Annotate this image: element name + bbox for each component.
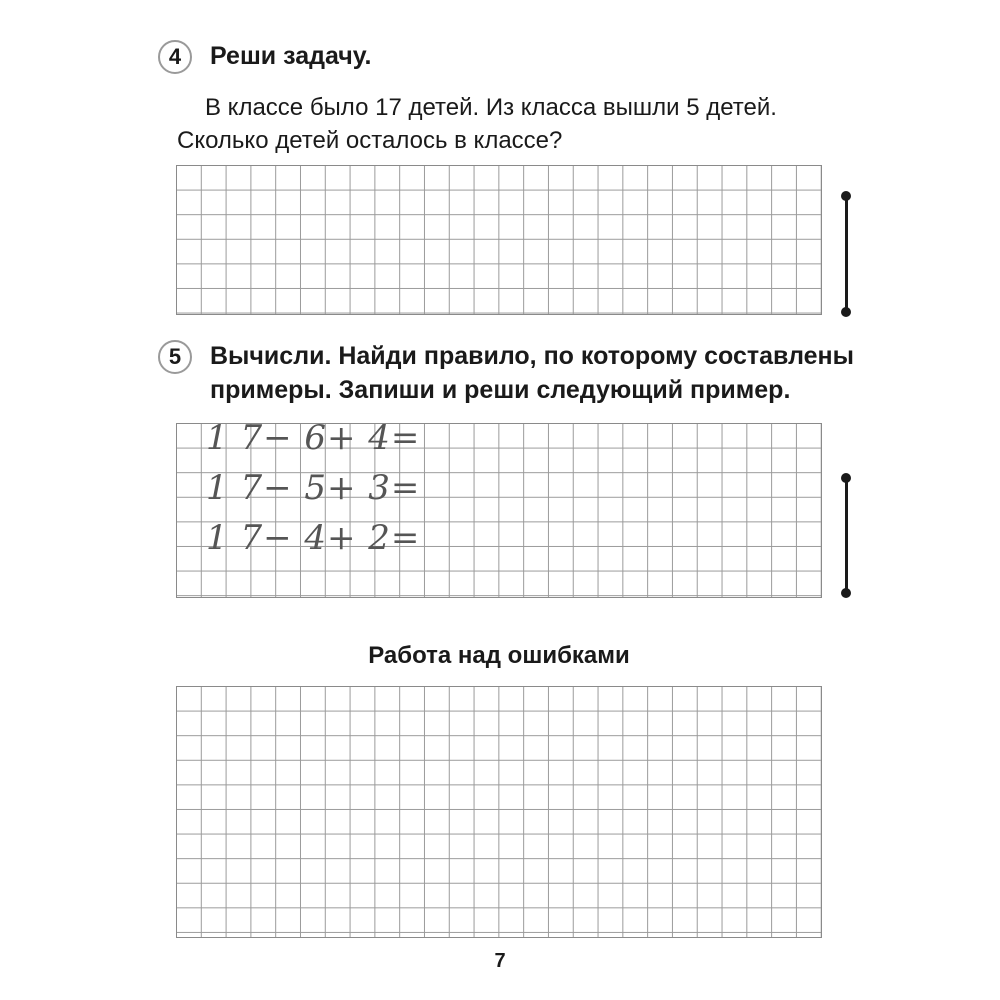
task-4-problem-line-1: В классе было 17 детей. Из класса вышли 5 детей. (205, 94, 777, 121)
task-5-title-line-1: Вычисли. Найди правило, по которому составлены (210, 342, 854, 370)
bracket-dot-bottom (841, 307, 851, 317)
bracket-dot-top (841, 473, 851, 483)
task-5-margin-bracket (841, 478, 851, 593)
task-5-example-3: 1 7− 4+ 2= (206, 518, 421, 558)
errors-section-title: Работа над ошибками (368, 642, 630, 669)
bracket-dot-top (841, 191, 851, 201)
bracket-line (845, 196, 848, 312)
task-4-title: Реши задачу. (210, 42, 372, 70)
task-5-example-2: 1 7− 5+ 3= (206, 468, 421, 508)
task-4-problem-line-2: Сколько детей осталось в классе? (177, 127, 563, 154)
task-5-title-line-2: примеры. Запиши и реши следующий пример. (210, 376, 791, 404)
task-4-number-badge: 4 (158, 40, 192, 74)
bracket-dot-bottom (841, 588, 851, 598)
task-4-margin-bracket (841, 196, 851, 312)
page-number: 7 (494, 950, 506, 972)
task-5-number-badge: 5 (158, 340, 192, 374)
errors-work-grid[interactable] (176, 686, 822, 938)
task-4-answer-grid[interactable] (176, 165, 822, 315)
task-5-example-1: 1 7− 6+ 4= (206, 418, 421, 458)
bracket-line (845, 478, 848, 593)
